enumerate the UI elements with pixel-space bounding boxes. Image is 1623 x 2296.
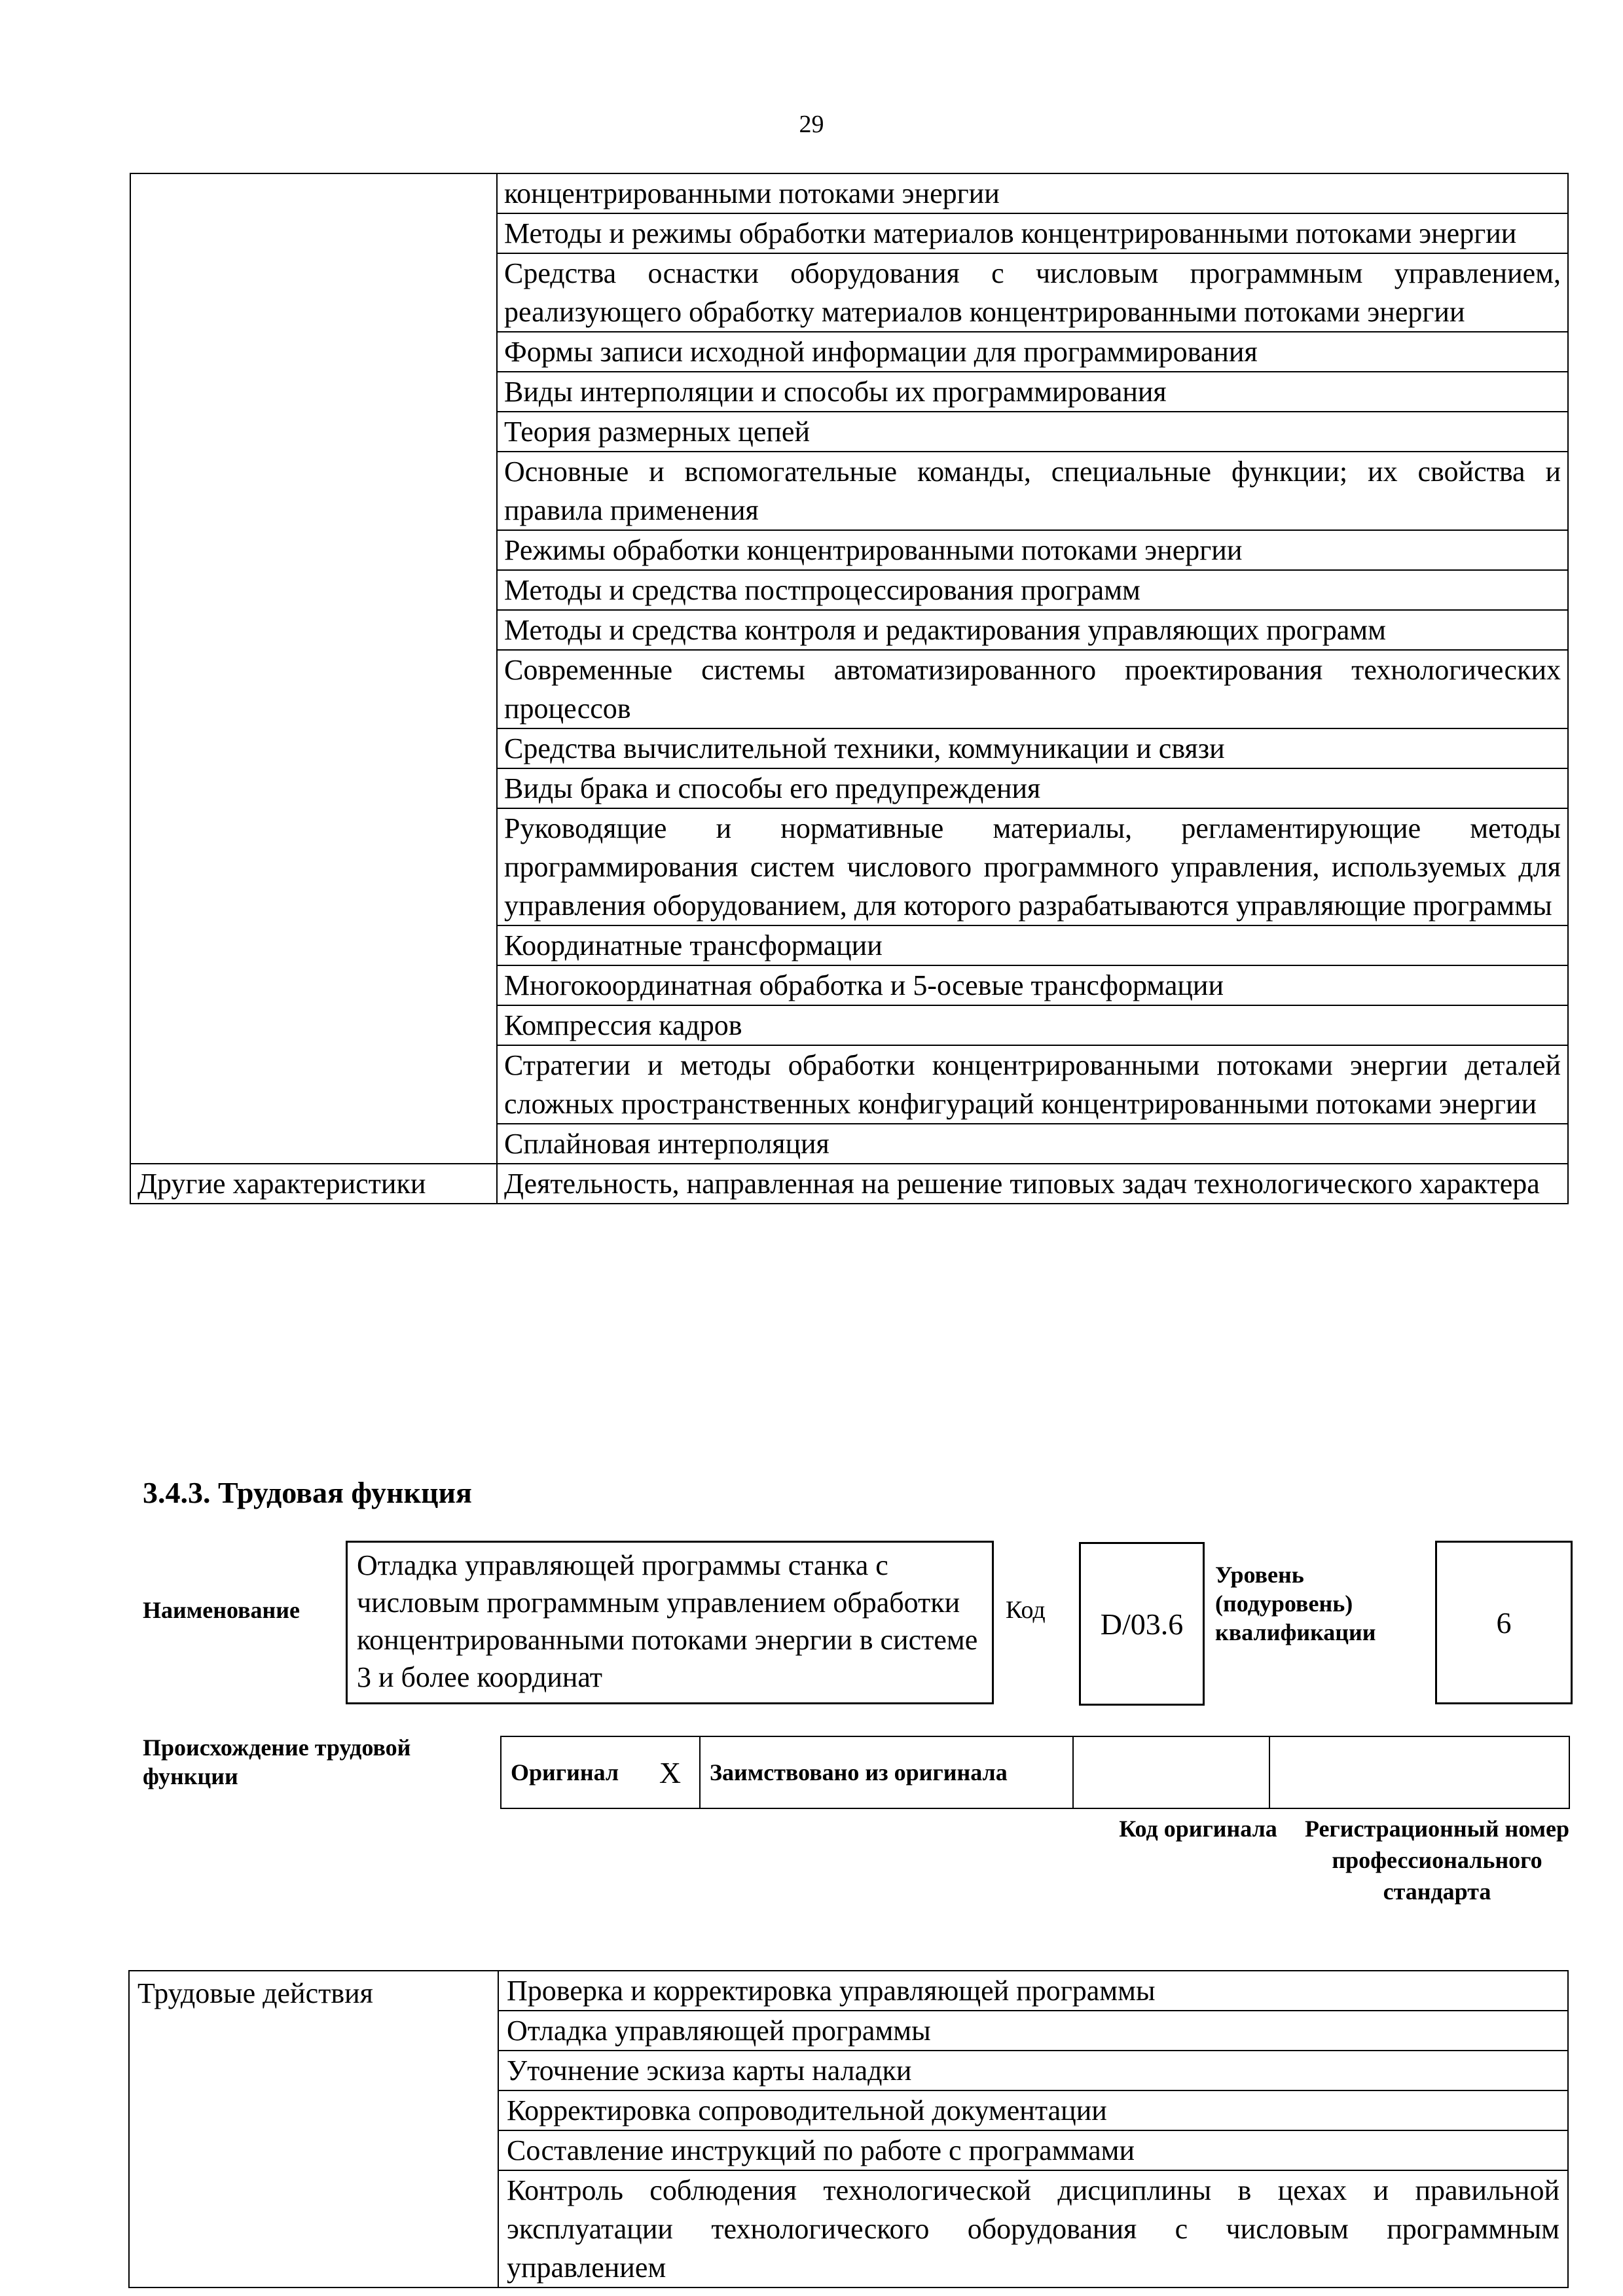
origin-reg-cell: [1269, 1736, 1569, 1808]
knowledge-item: Средства оснастки оборудования с числовым программным управлением, реализующего обработку материалов концентрированными потоками энергии: [497, 253, 1568, 332]
labor-action-item: Уточнение эскиза карты наладки: [498, 2051, 1568, 2090]
labor-action-item: Корректировка сопроводительной документации: [498, 2090, 1568, 2130]
origin-original: Оригинал: [501, 1736, 641, 1808]
code-label: Код: [1006, 1596, 1046, 1624]
labor-actions-label: Трудовые действия: [129, 1971, 498, 2287]
knowledge-item: Теория размерных цепей: [497, 412, 1568, 452]
level-box: [1435, 1541, 1573, 1704]
page-number: 29: [799, 111, 824, 138]
table-row: [130, 173, 1568, 213]
other-characteristics-label: Другие характеристики: [130, 1164, 497, 1204]
origin-code-cell: [1073, 1736, 1269, 1808]
knowledge-item: Координатные трансформации: [497, 925, 1568, 965]
function-name: Отладка управляющей программы станка с числовым программным управлением обработки концентрированными потоками энергии в системе 3 и более координат: [357, 1549, 978, 1693]
knowledge-item: Компрессия кадров: [497, 1005, 1568, 1045]
knowledge-item: Виды брака и способы его предупреждения: [497, 768, 1568, 808]
reg-number-caption: Регистрационный номер профессионального стандарта: [1304, 1816, 1570, 1905]
code-original-caption: Код оригинала: [1119, 1816, 1277, 1842]
knowledge-item: Режимы обработки концентрированными потоками энергии: [497, 530, 1568, 570]
row-label-empty: [130, 173, 497, 1164]
knowledge-item: Основные и вспомогательные команды, специальные функции; их свойства и правила применения: [497, 452, 1568, 530]
level-label: Уровень (подуровень) квалификации: [1215, 1562, 1376, 1645]
origin-mark: X: [641, 1736, 700, 1808]
other-characteristics-value: Деятельность, направленная на решение типовых задач технологического характера: [497, 1164, 1568, 1204]
knowledge-item: Средства вычислительной техники, коммуникации и связи: [497, 728, 1568, 768]
knowledge-item: Методы и средства постпроцессирования программ: [497, 570, 1568, 610]
labor-action-item: Составление инструкций по работе с программами: [498, 2130, 1568, 2170]
knowledge-table: [130, 173, 1569, 1204]
labor-action-item: Проверка и корректировка управляющей программы: [498, 1971, 1568, 2011]
name-label: Наименование: [143, 1597, 300, 1623]
knowledge-item: Методы и режимы обработки материалов концентрированными потоками энергии: [497, 213, 1568, 253]
knowledge-item: Стратегии и методы обработки концентрированными потоками энергии деталей сложных пространственных конфигураций концентрированными потоками энергии: [497, 1045, 1568, 1124]
table-row: [129, 1971, 1568, 2011]
code-box: [1079, 1542, 1205, 1706]
knowledge-item: Виды интерполяции и способы их программирования: [497, 372, 1568, 412]
origin-table: [500, 1736, 1570, 1809]
labor-action-item: Отладка управляющей программы: [498, 2011, 1568, 2051]
level-value: 6: [1496, 1605, 1512, 1640]
knowledge-item: Сплайновая интерполяция: [497, 1124, 1568, 1164]
function-name-box: [346, 1541, 994, 1704]
knowledge-item: Многокоординатная обработка и 5-осевые трансформации: [497, 965, 1568, 1005]
origin-label: Происхождение трудовой функции: [143, 1734, 411, 1789]
table-row: [130, 1164, 1568, 1204]
knowledge-item: Методы и средства контроля и редактирования управляющих программ: [497, 610, 1568, 650]
origin-borrowed: Заимствовано из оригинала: [700, 1736, 1073, 1808]
labor-actions-table: [128, 1970, 1569, 2288]
knowledge-item: концентрированными потоками энергии: [497, 173, 1568, 213]
knowledge-item: Формы записи исходной информации для программирования: [497, 332, 1568, 372]
section-title: 3.4.3. Трудовая функция: [143, 1476, 472, 1509]
knowledge-item: Руководящие и нормативные материалы, регламентирующие методы программирования систем числового программного управления, используемых для управления оборудованием, для которого разрабатываются управляющие программы: [497, 808, 1568, 925]
knowledge-item: Современные системы автоматизированного проектирования технологических процессов: [497, 650, 1568, 728]
labor-action-item: Контроль соблюдения технологической дисциплины в цехах и правильной эксплуатации технологического оборудования с числовым программным управлением: [498, 2170, 1568, 2287]
code-value: D/03.6: [1100, 1607, 1184, 1641]
